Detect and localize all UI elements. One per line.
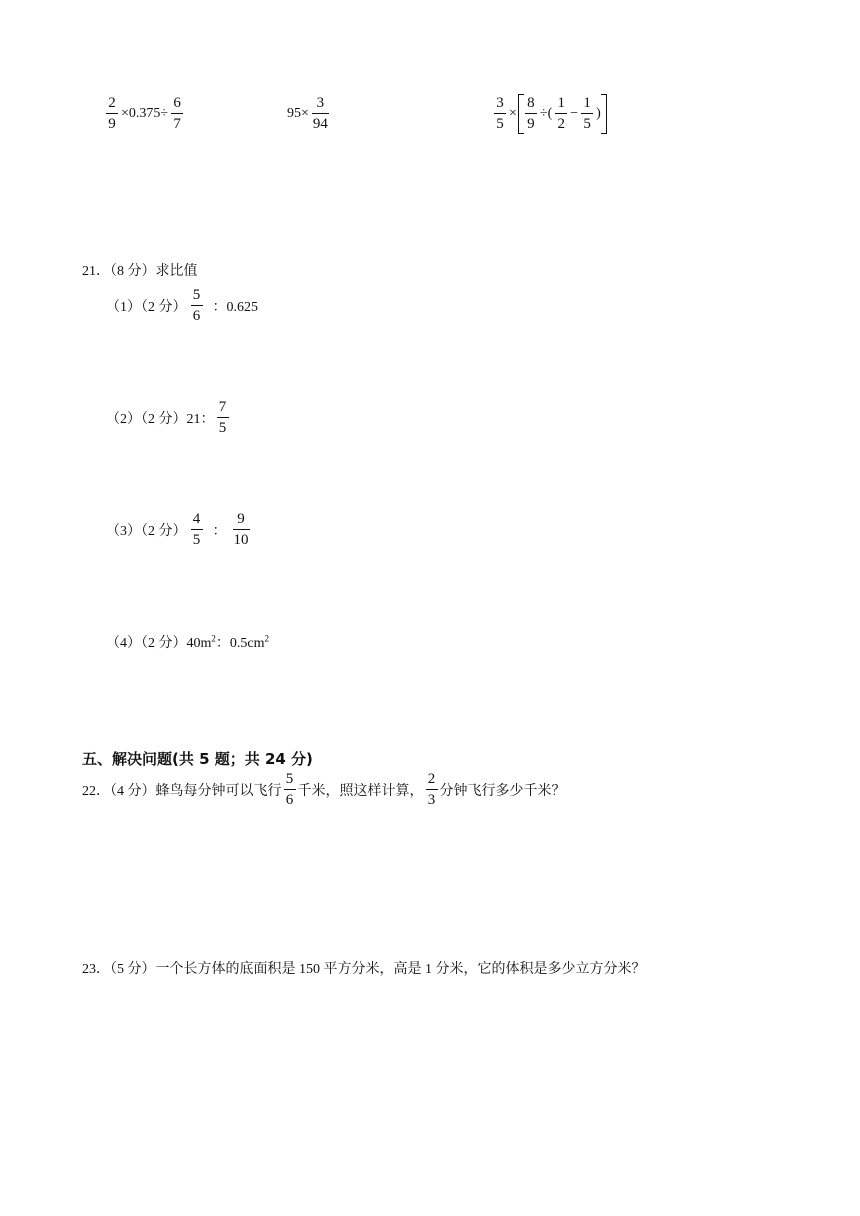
expression-text: ×0.375÷	[121, 106, 169, 121]
divide-open-paren: ÷(	[539, 106, 553, 121]
fraction: $\frac{4}{5}$	[191, 512, 203, 548]
question-21-title: 21．（8 分）求比值	[82, 264, 198, 279]
question-21-part-1	[106, 288, 258, 324]
part-label: （3）（2 分）	[106, 524, 187, 539]
question-23: 23．（5 分）一个长方体的底面积是 150 平方分米，高是 1 分米，它的体积是多少立方分米？	[82, 962, 646, 977]
expression-text: 95×	[287, 106, 309, 121]
part-label: （4）（2 分）40m	[106, 636, 212, 651]
superscript: 2	[264, 633, 269, 644]
part-label: （2）（2 分）21：	[106, 412, 215, 427]
question-21-part-3	[106, 512, 252, 548]
question-21-part-2	[106, 400, 231, 436]
expression-3	[492, 94, 607, 134]
fraction: $\frac{5}{6}$	[284, 772, 296, 808]
fraction: $\frac{3}{94}$	[312, 95, 328, 132]
minus-sign: −	[570, 106, 579, 121]
question-21-part-4	[106, 632, 269, 652]
close-paren: )	[596, 106, 601, 121]
section-title: 五、解决问题(共 5 题；共 24 分)	[82, 750, 313, 768]
fraction: $\frac{7}{5}$	[217, 400, 229, 436]
question-text: 22．（4 分）蜂鸟每分钟可以飞行	[82, 784, 282, 799]
expression-2	[286, 96, 331, 132]
question-text: 分钟飞行多少千米？	[439, 784, 566, 799]
question-text: 千米，照这样计算，	[297, 784, 424, 799]
times-sign: ×	[509, 106, 517, 121]
ratio-rest: ：0.625	[212, 300, 258, 315]
fraction: $\frac{9}{10}$	[233, 511, 249, 548]
ratio-separator: ：	[212, 524, 227, 539]
fraction: $\frac{2}{3}$	[426, 772, 438, 808]
part-label: （1）（2 分）	[106, 300, 187, 315]
ratio-rest: ：0.5cm	[215, 636, 265, 651]
fraction: $\frac{1}{5}$	[581, 96, 593, 132]
square-bracket-group	[518, 94, 607, 134]
fraction: $\frac{2}{9}$	[106, 96, 118, 132]
fraction: $\frac{6}{7}$	[171, 96, 183, 132]
question-22	[82, 772, 566, 808]
fraction: $\frac{5}{6}$	[191, 288, 203, 324]
superscript: 2	[211, 633, 216, 644]
fraction: $\frac{3}{5}$	[494, 96, 506, 132]
fraction: $\frac{8}{9}$	[525, 96, 537, 132]
fraction: $\frac{1}{2}$	[555, 96, 567, 132]
expression-1	[104, 96, 185, 132]
